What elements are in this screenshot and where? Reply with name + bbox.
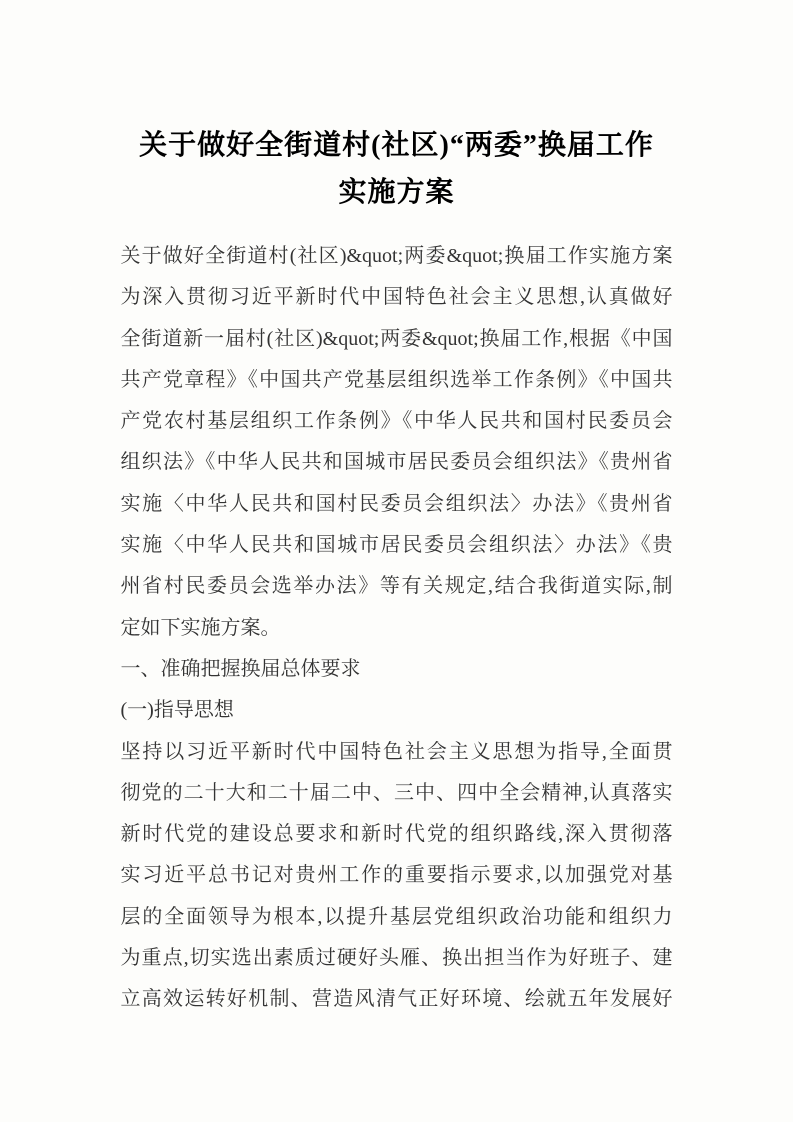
body-line: 实施〈中华人民共和国村民委员会组织法〉办法》《贵州省 bbox=[120, 492, 673, 515]
body-line: 关于做好全街道村(社区)&quot;两委&quot;换届工作实施方案 bbox=[120, 245, 673, 267]
body-line: 实习近平总书记对贵州工作的重要指示要求,以加强党对基 bbox=[120, 864, 673, 887]
subsection-heading: (一)指导思想 bbox=[120, 699, 234, 722]
body-line: 为重点,切实选出素质过硬好头雁、换出担当作为好班子、建 bbox=[120, 947, 673, 970]
body-line: 共产党章程》《中国共产党基层组织选举工作条例》《中国共 bbox=[120, 368, 673, 391]
body-line: 组织法》《中华人民共和国城市居民委员会组织法》《贵州省 bbox=[120, 451, 673, 474]
document-title-line-2: 实施方案 bbox=[338, 177, 455, 208]
body-line: 产党农村基层组织工作条例》《中华人民共和国村民委员会 bbox=[120, 410, 673, 433]
body-line: 彻党的二十大和二十届二中、三中、四中全会精神,认真落实 bbox=[120, 781, 673, 804]
document-body bbox=[121, 236, 673, 1021]
body-line: 定如下实施方案。 bbox=[120, 616, 281, 639]
body-line: 为深入贯彻习近平新时代中国特色社会主义思想,认真做好 bbox=[120, 286, 673, 309]
body-line: 层的全面领导为根本,以提升基层党组织政治功能和组织力 bbox=[120, 905, 673, 928]
body-line: 全街道新一届村(社区)&quot;两委&quot;换届工作,根据《中国 bbox=[120, 327, 673, 350]
body-line: 新时代党的建设总要求和新时代党的组织路线,深入贯彻落 bbox=[120, 823, 673, 846]
body-line: 州省村民委员会选举办法》等有关规定,结合我街道实际,制 bbox=[120, 575, 673, 598]
body-line: 实施〈中华人民共和国城市居民委员会组织法〉办法》《贵 bbox=[120, 534, 673, 557]
body-line: 坚持以习近平新时代中国特色社会主义思想为指导,全面贯 bbox=[120, 740, 673, 763]
section-heading: 一、准确把握换届总体要求 bbox=[120, 657, 361, 680]
body-line: 立高效运转好机制、营造风清气正好环境、绘就五年发展好 bbox=[120, 988, 673, 1011]
document-title-line-1: 关于做好全街道村(社区)“两委”换届工作 bbox=[139, 130, 654, 161]
document-title bbox=[0, 0, 793, 216]
